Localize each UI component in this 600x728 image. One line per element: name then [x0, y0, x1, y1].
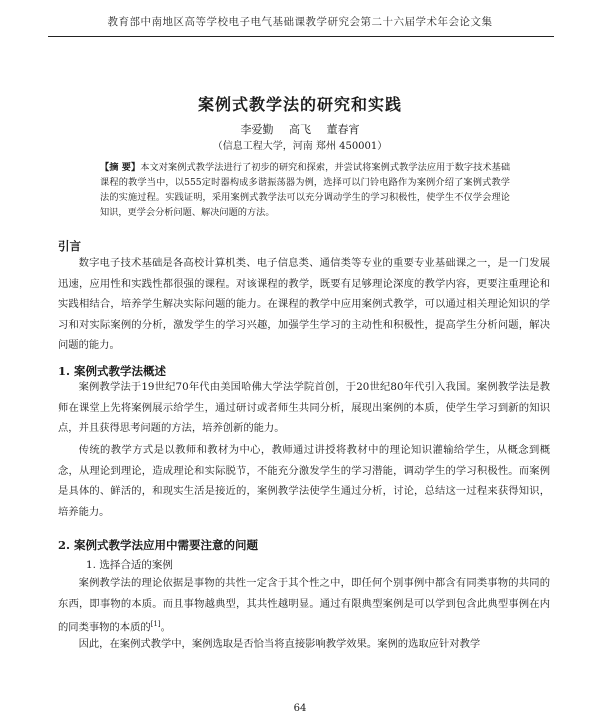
subheading-2-1: 1. 选择合适的案例 [86, 559, 173, 571]
heading-section-2: 2. 案例式教学法应用中需要注意的问题 [58, 538, 259, 552]
abstract-text: 本文对案例式教学法进行了初步的研究和探索，并尝试将案例式教学法应用于数字技术基础课程的教学当中，以555定时器构成多谐振荡器为例，选择可以门铃电路作为案例介绍了案例式教学法的实施过程。实践证明，采用案例式教学法可以充分调动学生的学习积极性，使学生不仅学会理论知识，更学会分析问题、解决问题的方法。 [100, 162, 511, 218]
section-1-paragraph-2: 传统的教学方式是以教师和教材为中心，教师通过讲授将教材中的理论知识灌输给学生，从概念到概念，从理论到理论，造成理论和实际脱节，不能充分激发学生的学习潜能，调动学生的学习积极性。而案例是具体的、鲜活的，和现实生活是接近的，案例教学法使学生通过分析，讨论，总结这一过程来获得知识，培养能力。 [58, 444, 550, 518]
heading-section-1: 1. 案例式教学法概述 [58, 364, 167, 378]
paper-authors: 李爱勤 高飞 董春宵 [240, 123, 360, 136]
section-1-paragraph-1: 案例教学法于19世纪70年代由美国哈佛大学法学院首创，于20世纪80年代引入我国。案例教学法是教师在课堂上先将案例展示给学生，通过研讨或者师生共同分析，展现出案例的本质，使学生学习到新的知识点，并且获得思考问题的方法，培养创新的能力。 [58, 381, 550, 434]
heading-introduction: 引言 [58, 239, 81, 253]
abstract [100, 160, 510, 220]
abstract-label: 【摘 要】 [100, 162, 141, 173]
page-number: 64 [293, 703, 307, 714]
intro-paragraph: 数字电子技术基础是各高校计算机类、电子信息类、通信类等专业的重要专业基础课之一，是一门发展迅速，应用性和实践性都很强的课程。对该课程的教学，既要有足够理论深度的教学内容，更要注重理论和实践相结合，培养学生解决实际问题的能力。在课程的教学中应用案例式教学，可以通过相关理论知识的学习和对实际案例的分析，激发学生的学习兴趣，加强学生学习的主动性和积极性，提高学生分析问题，解决问题的能力。 [58, 257, 550, 351]
citation-marker: [1] [150, 620, 161, 628]
paper-affiliation: （信息工程大学，河南 郑州 450001） [212, 141, 388, 152]
section-2-paragraph-2: 因此，在案例式教学中，案例选取是否恰当将直接影响教学效果。案例的选取应针对教学 [78, 638, 481, 650]
section-2-paragraph-1: 案例教学法的理论依据是事物的共性一定含于其个性之中，即任何个别事例中都含有同类事物的共同的东西，即事物的本质。而且事物越典型，其共性越明显。通过有限典型案例是可以学到包含此典型事例在内的同类事物的本质的[1]。 [58, 577, 550, 634]
section-2-paragraph-1-text: 案例教学法的理论依据是事物的共性一定含于其个性之中，即任何个别事例中都含有同类事物的共同的东西，即事物的本质。而且事物越典型，其共性越明显。通过有限典型案例是可以学到包含此典型事例在内的同类事物的本质的 [58, 577, 550, 634]
paper-title: 案例式教学法的研究和实践 [197, 95, 402, 114]
running-header: 教育部中南地区高等学校电子电气基础课教学研究会第二十六届学术年会论文集 [107, 16, 493, 28]
header-rule [48, 36, 554, 37]
